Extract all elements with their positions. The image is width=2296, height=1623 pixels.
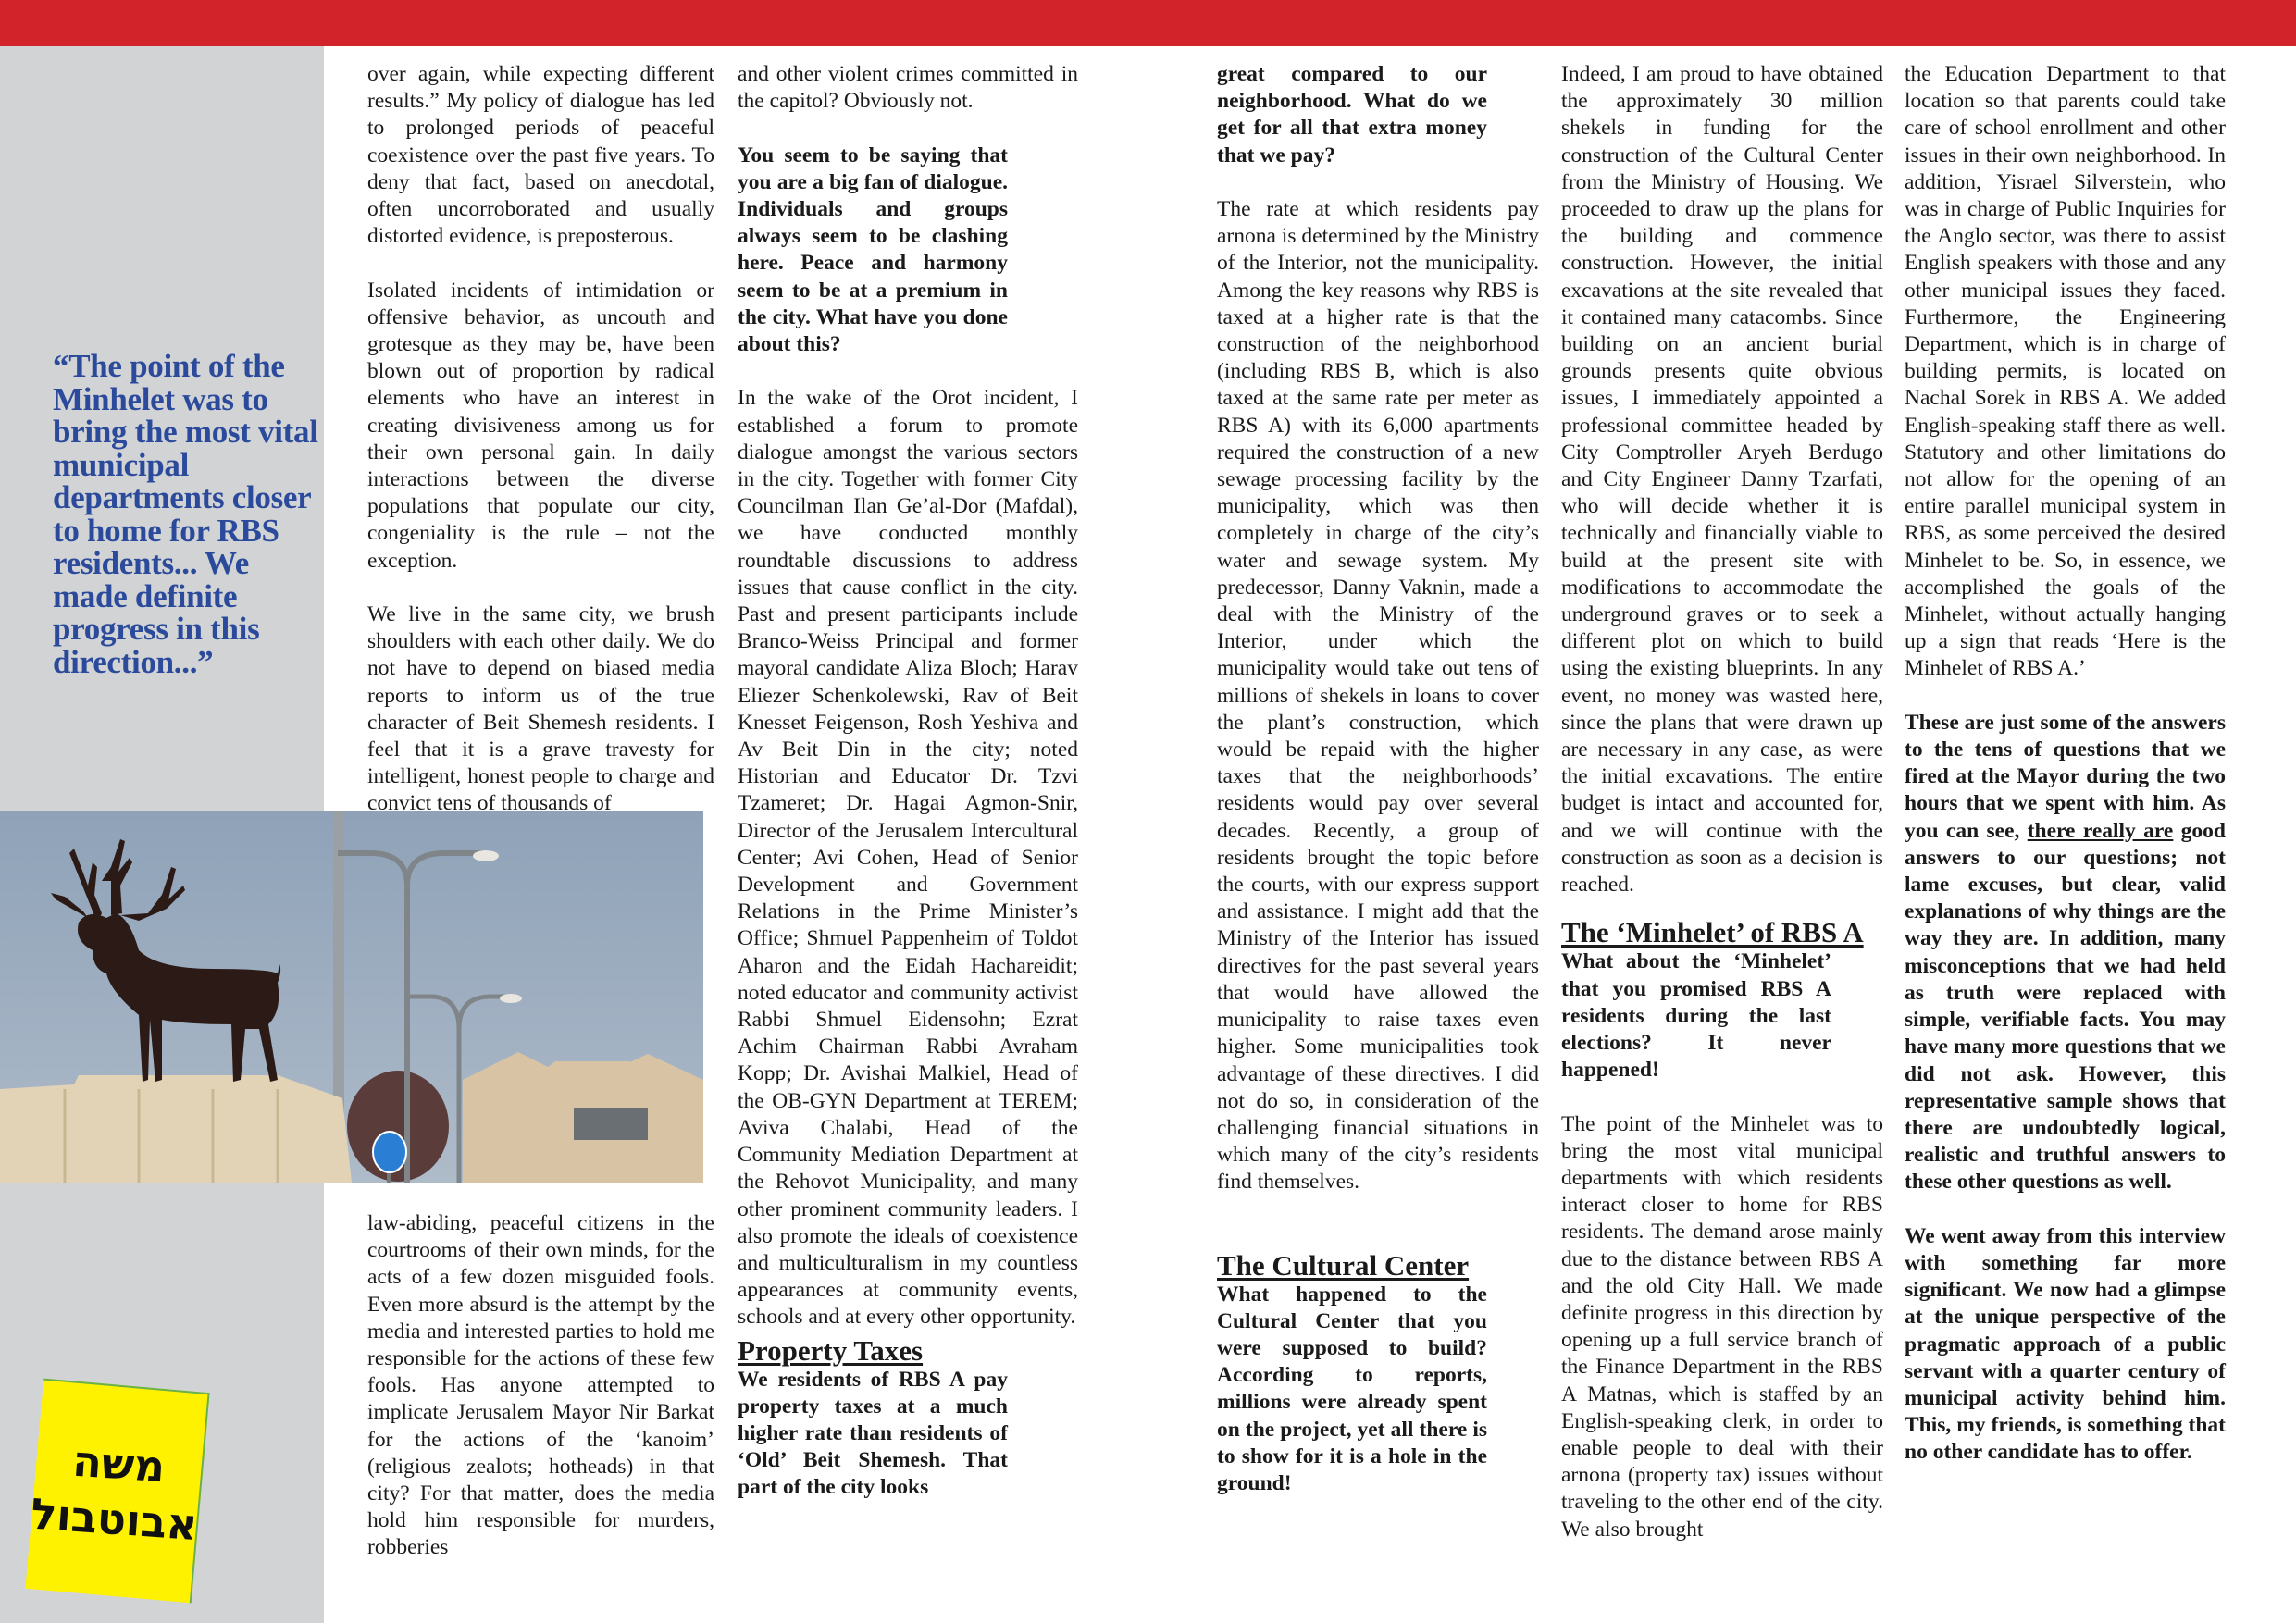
closing-paragraph: We went away from this interview with something far more significant. We now had a glimpse at the unique perspective of the pragmatic approach of a public servant with a quarter century of municipal activity behind him. This, my friends, is something that no other candidate has to offer.	[1905, 1223, 2226, 1465]
sticky-note-line1: משה	[70, 1435, 168, 1493]
interview-question: We residents of RBS A pay property taxes at a much higher rate than residents of ‘Old’ Beit Shemesh. That part of the city looks	[738, 1367, 1008, 1500]
conclusion-paragraph	[1905, 710, 2226, 1196]
article-column-1-top	[367, 61, 714, 845]
interview-question: What happened to the Cultural Center that you were supposed to build? According to reports, millions were already spent on the project, yet all there is to show for it is a hole in the ground!	[1217, 1282, 1487, 1495]
interview-question: You seem to be saying that you are a big fan of dialogue. Individuals and groups always seem to be clashing here. Peace and harmony seem to be at a premium in the city. What have you done about this?	[738, 142, 1008, 357]
paragraph: the Education Department to that location so that parents could take care of school enrollment and other issues in their own neighborhood. In addition, Yisrael Silverstein, who was in charge of Public Inquiries for the Anglo sector, was there to assist English speakers with those and any other municipal issues they faced. Furthermore, the Engineering Department, which is in charge of building permits, is located on Nachal Sorek in RBS A. We added English-speaking staff there as well. Statutory and other limitations do not allow for the opening of an entire parallel municipal system in RBS, as some perceived the desired Minhelet to be. So, in essence, we accomplished the goals of the Minhelet, without actually hanging up a sign that reads ‘Here is the Minhelet of RBS A.’	[1905, 62, 2226, 681]
paragraph: The rate at which residents pay arnona is determined by the Ministry of the Interior, not the municipality. Among the key reasons why RBS is taxed at a higher rate is that the construction of the neighborhood (including RBS B, which is also taxed at the same rate per meter as RBS A) with its 6,000 apartments required the construction of a new sewage processing facility by the municipality, which was then completely in charge of the city’s water and sewage system. My predecessor, Danny Vaknin, made a deal with the Ministry of the Interior, under which the municipality would take out tens of millions of shekels in loans to cover the plant’s construction, which would be repaid with the higher taxes that the neighborhoods’ residents would pay over several decades. Recently, a group of residents brought the topic before the courts, with our express support and assistance. I might add that the Ministry of the Interior has issued directives for the past several years that would have allowed the municipality to raise taxes even higher. Some municipalities took advantage of these directives. I did not do so, in consideration of the challenging financial situations in which many of the city’s residents find themselves.	[1217, 197, 1539, 1195]
section-heading-property-taxes: Property Taxes	[738, 1333, 924, 1367]
section-heading-minhelet: The ‘Minhelet’ of RBS A	[1561, 916, 1864, 949]
buildings	[463, 1052, 703, 1183]
paragraph: law-abiding, peaceful citizens in the courtrooms of their own minds, for the acts of a few dozen misguided fools. Even more absurd is the attempt by the media and interested parties to hold me responsible for the actions of these few fools. Has anyone attempted to implicate Jerusalem Mayor Nir Barkat for the actions of the ‘kanoim’ (religious zealots; hotheads) in that city? For that matter, does the media hold him responsible for murders, robberies	[367, 1211, 714, 1560]
conclusion-text: good answers to our questions; not lame excuses, but clear, valid explanations of why things are the way they are. In addition, many misconceptions that we had held as truth were replaced with simple, verifiable facts. You may have many more questions that we did not ask. However, this representative sample shows that there are undoubtedly logical, realistic and truthful answers to these other questions as well.	[1905, 818, 2226, 1195]
section-heading-cultural-center: The Cultural Center	[1217, 1248, 1470, 1282]
paragraph: We live in the same city, we brush shoulders with each other daily. We do not have to depend on biased media reports to inform us of the true character of Beit Shemesh residents. I feel that it is a grave travesty for intelligent, honest people to charge and convict tens of thousands of	[367, 602, 714, 816]
paragraph: The point of the Minhelet was to bring the most vital municipal departments with which residents interact closer to home for RBS residents. The demand arose mainly due to the distance between RBS A and the old City Hall. We made definite progress in this direction by opening up a full service branch of the Finance Department in the RBS A Matnas, which is staffed by an English-speaking clerk, in order to enable people to deal with their arnona (property tax) issues without traveling to the other end of the city. We also brought	[1561, 1111, 1883, 1542]
paragraph: Indeed, I am proud to have obtained the approximately 30 million shekels in funding for the construction of the Cultural Center from the Ministry of Housing. We proceeded to draw up the plans for the building and commence construction. However, the initial excavations at the site revealed that it contained many catacombs. Since building on an ancient burial grounds presents quite obvious issues, I immediately appointed a professional committee headed by City Comptroller Aryeh Berdugo and City Engineer Danny Tzarfati, who will decide whether it is technically and financially viable to build at the present site with modifications to accommodate the underground graves or to seek a different plot on which to build using the existing blueprints. In any event, no money was wasted here, since the plans that were drawn up are necessary in any case, as were the initial excavations. The entire budget is intact and accounted for, and we will continue with the construction as soon as a decision is reached.	[1561, 62, 1883, 898]
paragraph: over again, while expecting different results.” My policy of dialogue has led to prolonged periods of peaceful coexistence over the past five years. To deny that fact, based on anecdotal, often uncorroborated and usually distorted evidence, is preposterous.	[367, 62, 714, 249]
pull-quote: “The point of the Minhelet was to bring the most vital municipal departments closer to home for RBS residents... We made definite progress in this direction...”	[53, 348, 318, 680]
article-column-3	[1217, 61, 1539, 1524]
top-red-bar	[0, 0, 2296, 46]
conclusion-text: These are just some of the answers to the tens of questions that we fired at the Mayor during the two hours that we spent with him. As you can see,	[1905, 710, 2226, 843]
article-column-5	[1905, 61, 2226, 1493]
interview-question: What about the ‘Minhelet’ that you promised RBS A residents during the last elections? It never happened!	[1561, 949, 1831, 1083]
deer-sculpture-photo	[0, 812, 703, 1183]
article-column-1-bottom	[367, 1210, 714, 1589]
sticky-note-logo	[25, 1379, 209, 1604]
article-column-4	[1561, 61, 1883, 1570]
paragraph: In the wake of the Orot incident, I established a forum to promote dialogue amongst the various sectors in the city. Together with former City Councilman Ilan Ge’al-Dor (Mafdal), we have conducted monthly roundtable discussions to address issues that cause conflict in the city. Past and present participants include Branco-Weiss Principal and former mayoral candidate Aliza Bloch; Harav Eliezer Schenkolewski, Rav of Beit Knesset Feigenson, Rosh Yeshiva and Av Beit Din in the city; noted Historian and Educator Dr. Tzvi Tzameret; Dr. Hagai Agmon-Snir, Director of the Jerusalem Intercultural Center; Avi Cohen, Head of Senior Development and Government Relations in the Prime Minister’s Office; Shmuel Pappenheim of Toldot Aharon and the Eidah Hachareidit; noted educator and community activist Rabbi Shmuel Eidensohn; Ezrat Achim Chairman Rabbi Avraham Kopp; Dr. Avishai Malkiel, Head of the OB-GYN Department at TEREM; Aviva Chalabi, Head of the Community Mediation Department at the Rehovot Municipality, and many other prominent community leaders. I also promote the ideals of coexistence and multiculturalism in my countless appearances at community events, schools and at every other opportunity.	[738, 386, 1078, 1330]
paragraph: Isolated incidents of intimidation or offensive behavior, as uncouth and grotesque as they may be, have been blown out of proportion by radical elements who have an interest in creating divisiveness among us for their own personal gain. In daily interactions between the diverse populations that populate our city, congeniality is the rule – not the exception.	[367, 278, 714, 573]
interview-question-continued: great compared to our neighborhood. What do we get for all that extra money that we pay?	[1217, 62, 1487, 167]
article-column-2	[738, 61, 1078, 1529]
paragraph: and other violent crimes committed in the capitol? Obviously not.	[738, 62, 1078, 114]
underlined-emphasis: there really are	[2027, 818, 2174, 843]
sticky-note-line2: אבוטבול	[29, 1488, 200, 1551]
